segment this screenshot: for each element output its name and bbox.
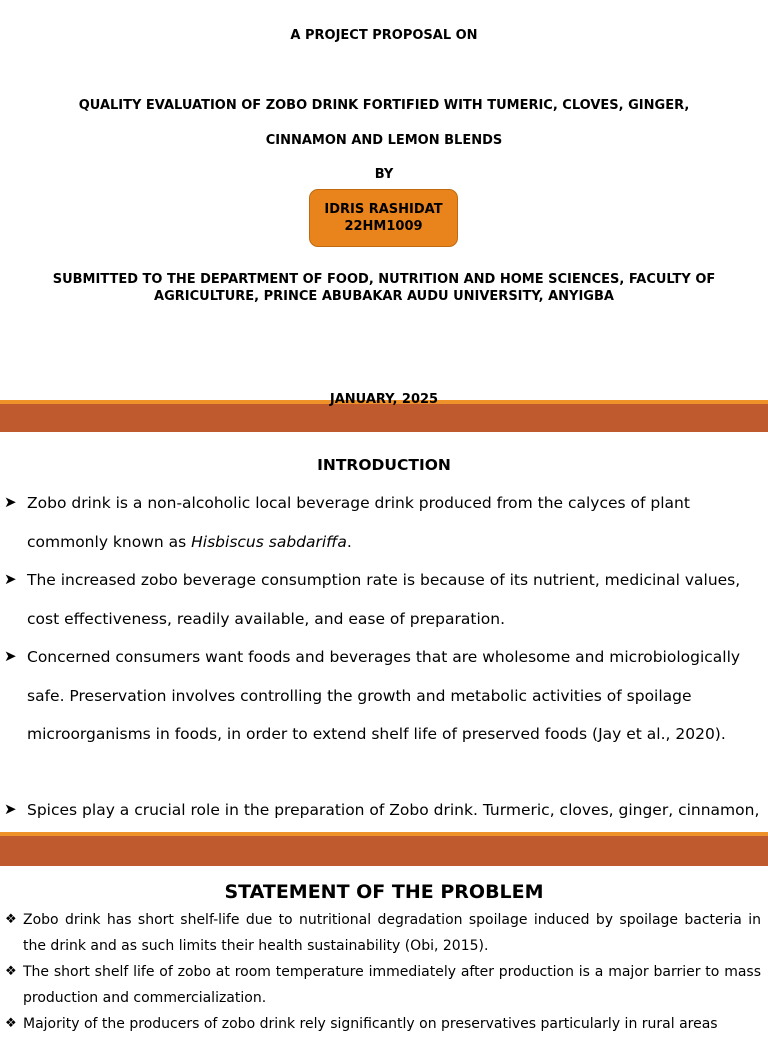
problem-text: The short shelf life of zobo at room temperature immediately after production is a major barrier to mass production and commercialization.	[23, 964, 761, 1006]
diamond-bullet-icon: ❖	[5, 964, 17, 979]
divider-band	[0, 404, 768, 432]
title-line-1: QUALITY EVALUATION OF ZOBO DRINK FORTIFIED WITH TUMERIC, CLOVES, GINGER,	[78, 98, 690, 113]
author-id: 22HM1009	[344, 219, 423, 234]
arrow-bullet-icon: ➤	[4, 800, 17, 818]
species-name: Hisbiscus sabdariffa	[191, 532, 347, 551]
bullet-text	[27, 484, 763, 561]
introduction-heading: INTRODUCTION	[317, 456, 451, 474]
bullet-text: Concerned consumers want foods and beverages that are wholesome and microbiologically safe. Preservation involves controlling the growth and metabolic activities of spoilage microorganisms in foods, in order to extend shelf life of preserved foods (Jay et al., 2020).	[27, 648, 741, 743]
bullet-text-part: Zobo drink is a non-alcoholic local beverage drink produced from the calyces of plant commonly known as	[27, 494, 690, 551]
problem-text: Zobo drink has short shelf-life due to nutritional degradation spoilage induced by spoilage bacteria in the drink and as such limits their health sustainability (Obi, 2015).	[23, 912, 761, 954]
cover-slide	[0, 0, 768, 400]
bullet-text: The increased zobo beverage consumption rate is because of its nutrient, medicinal values, cost effectiveness, readily available, and ease of preparation.	[27, 571, 741, 628]
submitted-line-1: SUBMITTED TO THE DEPARTMENT OF FOOD, NUTRITION AND HOME SCIENCES, FACULTY OF	[52, 272, 716, 287]
title-line-2: CINNAMON AND LEMON BLENDS	[265, 133, 503, 148]
problem-heading: STATEMENT OF THE PROBLEM	[224, 881, 544, 903]
submitted-line-2: AGRICULTURE, PRINCE ABUBAKAR AUDU UNIVERSITY, ANYIGBA	[154, 289, 614, 304]
arrow-bullet-icon: ➤	[4, 647, 17, 665]
bullet-text-end: .	[346, 532, 352, 551]
problem-slide	[0, 866, 768, 1032]
introduction-slide	[0, 432, 768, 832]
divider-band	[0, 836, 768, 866]
diamond-bullet-icon: ❖	[5, 912, 17, 927]
arrow-bullet-icon: ➤	[4, 570, 17, 588]
author-badge	[309, 189, 458, 247]
arrow-bullet-icon: ➤	[4, 493, 17, 511]
diamond-bullet-icon: ❖	[5, 1016, 17, 1031]
by-label: BY	[374, 167, 394, 182]
bullet-text: Spices play a crucial role in the preparation of Zobo drink. Turmeric, cloves, ginger, cinnamon,	[27, 801, 760, 819]
proposal-heading: A PROJECT PROPOSAL ON	[290, 28, 478, 43]
problem-text: Majority of the producers of zobo drink rely significantly on preservatives particularly in rural areas	[23, 1016, 718, 1032]
submission-date: JANUARY, 2025	[329, 392, 439, 407]
author-name: IDRIS RASHIDAT	[324, 202, 443, 217]
